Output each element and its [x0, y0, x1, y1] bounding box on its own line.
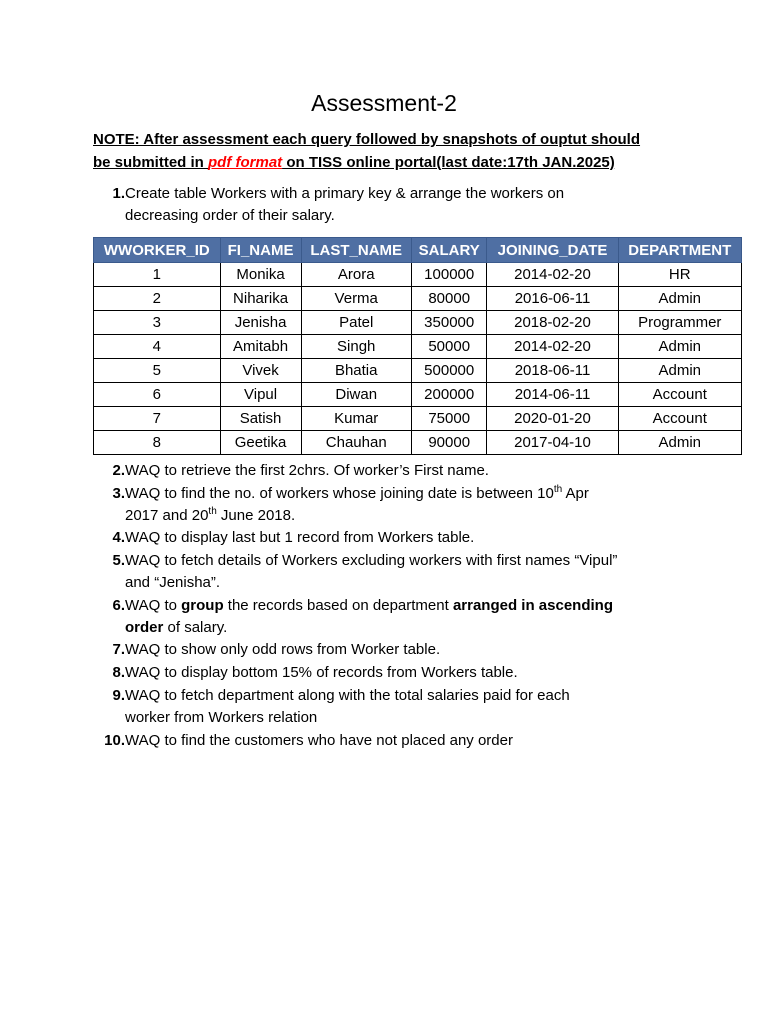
question-number: 9.	[112, 687, 125, 704]
question-number: 10.	[104, 732, 125, 749]
question-3-line-2	[125, 505, 693, 527]
q3-text-d: June 2018.	[216, 507, 296, 524]
question-9	[93, 685, 693, 729]
cell-worker-id: 2	[94, 287, 221, 311]
cell-first-name: Niharika	[220, 287, 301, 311]
cell-joining-date: 2018-02-20	[487, 311, 618, 335]
question-text	[125, 550, 693, 594]
submission-note	[93, 128, 693, 174]
table-header-row	[94, 238, 742, 263]
cell-salary: 500000	[411, 359, 487, 383]
col-header-department: DEPARTMENT	[618, 238, 741, 263]
cell-joining-date: 2020-01-20	[487, 407, 618, 431]
cell-worker-id: 5	[94, 359, 221, 383]
page-title: Assessment-2	[311, 90, 457, 116]
col-header-salary: SALARY	[411, 238, 487, 263]
question-number: 2.	[112, 462, 125, 479]
table-row	[94, 407, 742, 431]
question-7	[93, 639, 693, 661]
question-text	[125, 183, 693, 227]
col-header-worker-id: WWORKER_ID	[94, 238, 221, 263]
col-header-last-name: LAST_NAME	[301, 238, 411, 263]
q3-text-b: Apr	[562, 485, 589, 502]
question-2-line-1: WAQ to retrieve the first 2chrs. Of worker’s First name.	[125, 462, 489, 479]
question-text	[125, 639, 693, 661]
question-5-line-1: WAQ to fetch details of Workers excluding workers with first names “Vipul”	[125, 552, 618, 569]
table-row	[94, 383, 742, 407]
cell-salary: 50000	[411, 335, 487, 359]
question-1	[93, 183, 693, 227]
q3-text-c: 2017 and 20	[125, 507, 209, 524]
cell-last-name: Arora	[301, 263, 411, 287]
cell-last-name: Kumar	[301, 407, 411, 431]
q6-text-c: the records based on department	[223, 597, 453, 614]
table-row	[94, 287, 742, 311]
cell-first-name: Satish	[220, 407, 301, 431]
col-header-first-name: FI_NAME	[220, 238, 301, 263]
cell-last-name: Patel	[301, 311, 411, 335]
cell-last-name: Singh	[301, 335, 411, 359]
question-text	[125, 685, 693, 729]
cell-department: HR	[618, 263, 741, 287]
cell-salary: 80000	[411, 287, 487, 311]
col-header-joining-date: JOINING_DATE	[487, 238, 618, 263]
question-number: 3.	[112, 485, 125, 502]
question-number: 4.	[112, 529, 125, 546]
cell-department: Admin	[618, 359, 741, 383]
q3-text-a: WAQ to find the no. of workers whose joining date is between 10	[125, 485, 554, 502]
question-text	[125, 527, 693, 549]
q3-sup-2: th	[208, 506, 217, 517]
question-6-line-1	[125, 595, 693, 617]
cell-worker-id: 7	[94, 407, 221, 431]
cell-first-name: Vipul	[220, 383, 301, 407]
cell-joining-date: 2014-06-11	[487, 383, 618, 407]
table-row	[94, 359, 742, 383]
note-line-2-start: be submitted in	[93, 154, 209, 171]
cell-department: Admin	[618, 335, 741, 359]
note-line-2	[93, 151, 693, 174]
cell-worker-id: 8	[94, 431, 221, 455]
cell-first-name: Monika	[220, 263, 301, 287]
cell-worker-id: 4	[94, 335, 221, 359]
cell-department: Programmer	[618, 311, 741, 335]
cell-joining-date: 2014-02-20	[487, 335, 618, 359]
question-number: 8.	[112, 664, 125, 681]
cell-joining-date: 2016-06-11	[487, 287, 618, 311]
question-2	[93, 460, 693, 482]
q6-text-f: of salary.	[163, 619, 228, 636]
question-number: 5.	[112, 552, 125, 569]
cell-salary: 90000	[411, 431, 487, 455]
cell-worker-id: 1	[94, 263, 221, 287]
cell-department: Admin	[618, 287, 741, 311]
table-row	[94, 311, 742, 335]
cell-salary: 200000	[411, 383, 487, 407]
table-row	[94, 263, 742, 287]
question-5	[93, 550, 693, 594]
q3-sup-1: th	[553, 484, 563, 495]
question-text	[125, 730, 693, 752]
question-7-line-1: WAQ to show only odd rows from Worker table.	[125, 641, 441, 658]
cell-joining-date: 2014-02-20	[487, 263, 618, 287]
question-6-line-2	[125, 617, 693, 639]
question-9-line-1: WAQ to fetch department along with the total salaries paid for each	[125, 687, 570, 704]
cell-last-name: Diwan	[301, 383, 411, 407]
cell-first-name: Vivek	[220, 359, 301, 383]
cell-first-name: Geetika	[220, 431, 301, 455]
question-5-line-2: and “Jenisha”.	[125, 574, 221, 591]
cell-worker-id: 6	[94, 383, 221, 407]
cell-salary: 350000	[411, 311, 487, 335]
question-number: 6.	[112, 597, 125, 614]
question-number: 1.	[112, 185, 125, 202]
cell-salary: 100000	[411, 263, 487, 287]
cell-first-name: Amitabh	[220, 335, 301, 359]
question-1-line-2: decreasing order of their salary.	[125, 207, 335, 224]
note-line-1: NOTE: After assessment each query followed by snapshots of ouptut should	[93, 131, 641, 148]
question-text	[125, 460, 693, 482]
cell-joining-date: 2017-04-10	[487, 431, 618, 455]
question-4	[93, 527, 693, 549]
note-line-2-end: on TISS online portal(last date:17th JAN.2025)	[282, 154, 615, 171]
cell-department: Account	[618, 407, 741, 431]
question-8	[93, 662, 693, 684]
cell-first-name: Jenisha	[220, 311, 301, 335]
question-1-line-1: Create table Workers with a primary key & arrange the workers on	[125, 185, 565, 202]
question-6	[93, 595, 693, 639]
question-text	[125, 662, 693, 684]
q6-text-a: WAQ to	[125, 597, 182, 614]
cell-last-name: Verma	[301, 287, 411, 311]
question-9-line-2: worker from Workers relation	[125, 709, 318, 726]
cell-department: Admin	[618, 431, 741, 455]
table-row	[94, 431, 742, 455]
question-4-line-1: WAQ to display last but 1 record from Workers table.	[125, 529, 475, 546]
cell-salary: 75000	[411, 407, 487, 431]
question-10	[93, 730, 693, 752]
question-3-line-1	[125, 483, 693, 505]
question-text	[125, 483, 693, 527]
q6-text-group: group	[181, 597, 224, 614]
question-number: 7.	[112, 641, 125, 658]
question-3	[93, 483, 693, 527]
cell-last-name: Bhatia	[301, 359, 411, 383]
table-row	[94, 335, 742, 359]
question-8-line-1: WAQ to display bottom 15% of records from Workers table.	[125, 664, 518, 681]
q6-text-order: order	[125, 619, 164, 636]
note-pdf-format: pdf format	[208, 154, 283, 171]
cell-last-name: Chauhan	[301, 431, 411, 455]
q6-text-ascending: arranged in ascending	[452, 597, 613, 614]
question-10-line-1: WAQ to find the customers who have not placed any order	[125, 732, 513, 749]
cell-department: Account	[618, 383, 741, 407]
question-text	[125, 595, 693, 639]
cell-worker-id: 3	[94, 311, 221, 335]
workers-table	[93, 237, 742, 455]
cell-joining-date: 2018-06-11	[487, 359, 618, 383]
